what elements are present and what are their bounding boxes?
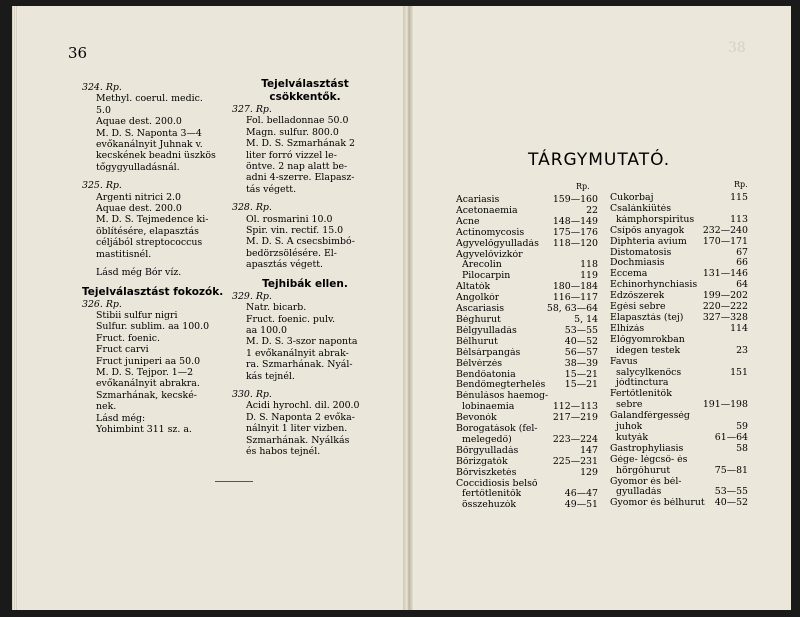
index-entry bbox=[610, 357, 748, 368]
page-number-left: 36 bbox=[68, 44, 88, 62]
recipe-line: aa 100.0 bbox=[246, 324, 287, 336]
spacer bbox=[232, 195, 378, 202]
index-recipe-numbers: 116—117 bbox=[552, 292, 598, 304]
index-entry bbox=[456, 380, 598, 391]
index-entry bbox=[456, 413, 598, 424]
index-recipe-numbers: 75—81 bbox=[714, 464, 748, 476]
index-recipe-numbers: 49—51 bbox=[564, 499, 598, 511]
recipe-line: Argenti nitrici 2.0 bbox=[96, 191, 182, 203]
index-term: Acariasis bbox=[456, 195, 500, 205]
index-entry bbox=[610, 411, 748, 422]
index-recipe-numbers: 67 bbox=[736, 246, 748, 258]
index-entry bbox=[610, 444, 748, 455]
index-term: Fertőtlenitők bbox=[610, 389, 672, 400]
index-term: Galandférgesség bbox=[610, 411, 690, 422]
index-entry bbox=[610, 378, 748, 389]
recipe-line: Aquae dest. 200.0 bbox=[96, 203, 182, 215]
recipe-number: 324. Rp. bbox=[82, 82, 122, 93]
recipe-line: Lásd még: bbox=[96, 412, 146, 424]
index-term: Bőrizgatók bbox=[456, 456, 508, 467]
index-term: Cukorbaj bbox=[610, 193, 654, 203]
index-recipe-numbers: 40—52 bbox=[714, 497, 748, 509]
left-column-2 bbox=[232, 78, 378, 457]
index-entry bbox=[456, 195, 598, 206]
recipe-line: Szmarhának. Nyálkás bbox=[246, 434, 350, 446]
index-recipe-numbers: 118 bbox=[580, 259, 598, 271]
index-term: Ascariasis bbox=[456, 304, 505, 315]
recipe-line: Fruct. foenic. bbox=[96, 332, 160, 344]
spacer bbox=[82, 260, 232, 267]
recipe-line: Fol. belladonnae 50.0 bbox=[246, 115, 349, 127]
recipe-line: 1 evőkanálnyit abrak- bbox=[246, 347, 349, 359]
index-term: összehuzók bbox=[462, 500, 517, 511]
index-recipe-numbers: 22 bbox=[586, 204, 598, 216]
rp-label-col2: Rp. bbox=[734, 180, 748, 189]
index-term: Égési sebre bbox=[610, 302, 666, 313]
index-recipe-numbers: 38—39 bbox=[564, 357, 598, 369]
index-recipe-numbers: 115 bbox=[730, 192, 748, 203]
index-recipe-numbers: 113 bbox=[730, 213, 748, 225]
recipe-line: M. D. S. Tejpor. 1—2 bbox=[96, 366, 194, 378]
index-entry bbox=[456, 435, 598, 446]
spacer bbox=[232, 271, 378, 278]
index-entry bbox=[456, 239, 598, 250]
index-entry bbox=[610, 193, 748, 204]
index-entry bbox=[610, 204, 748, 215]
index-recipe-numbers bbox=[744, 378, 748, 389]
index-term: Csípős anyagok bbox=[610, 225, 685, 236]
index-term: lobinaemia bbox=[462, 402, 515, 413]
index-term: Bélhurut bbox=[456, 336, 498, 347]
recipe-line: céljából streptococcus bbox=[96, 237, 203, 249]
index-recipe-numbers: 23 bbox=[736, 344, 748, 356]
index-term: Elhízás bbox=[610, 323, 645, 334]
left-column-1 bbox=[82, 82, 232, 435]
index-recipe-numbers: 114 bbox=[730, 322, 748, 334]
index-term: Elapasztás (tej) bbox=[610, 312, 684, 323]
index-term: Borogatások (fel- bbox=[456, 424, 538, 435]
index-recipe-numbers: 66 bbox=[736, 257, 748, 269]
recipe-number: 327. Rp. bbox=[232, 104, 272, 115]
index-title: TÁRGYMUTATÓ. bbox=[528, 150, 671, 170]
spacer bbox=[232, 382, 378, 389]
index-term: Bendőatonia bbox=[456, 369, 516, 380]
index-term: hörgőhurut bbox=[616, 465, 671, 476]
index-recipe-numbers: 151 bbox=[730, 366, 748, 378]
index-recipe-numbers: 217—219 bbox=[552, 412, 598, 424]
index-recipe-numbers: 223—224 bbox=[552, 433, 598, 445]
recipe-line: és habos tejnél. bbox=[246, 445, 321, 457]
index-entry bbox=[610, 498, 748, 509]
index-term: Coccidiosis belső bbox=[456, 478, 538, 489]
index-term: kámphorspiritus bbox=[616, 214, 695, 225]
recipe-line: ra. Szmarhának. Nyál- bbox=[246, 359, 353, 371]
index-term: Csalánkiütés bbox=[610, 203, 672, 214]
index-recipe-numbers: 15—21 bbox=[564, 379, 598, 391]
recipe-line: D. S. Naponta 2 evőka- bbox=[246, 411, 355, 423]
index-entry bbox=[610, 324, 748, 335]
index-term: jódtinctura bbox=[616, 378, 669, 389]
spacer bbox=[82, 173, 232, 180]
index-column-2 bbox=[610, 193, 748, 509]
index-term: kutyák bbox=[616, 432, 649, 443]
index-recipe-numbers: 225—231 bbox=[552, 455, 598, 467]
index-recipe-numbers: 58, 63—64 bbox=[546, 303, 598, 315]
page-edges bbox=[12, 6, 18, 610]
recipe-line: Stibii sulfur nigri bbox=[96, 309, 178, 321]
page-number-right: 38 bbox=[728, 40, 746, 56]
index-entry bbox=[610, 368, 748, 379]
index-term: Agyvelővizkór bbox=[456, 249, 523, 260]
index-recipe-numbers: 40—52 bbox=[564, 335, 598, 347]
index-recipe-numbers: 15—21 bbox=[564, 368, 598, 380]
index-term: Bendőmegterhelés bbox=[456, 380, 546, 391]
index-term: Agyvelőgyulladás bbox=[456, 238, 539, 249]
index-entry bbox=[456, 348, 598, 359]
index-term: salycylkenőcs bbox=[616, 367, 682, 378]
index-term: Béghurut bbox=[456, 314, 501, 325]
index-recipe-numbers: 118—120 bbox=[552, 237, 598, 249]
recipe-line: kecskének beadni üszkös bbox=[96, 150, 216, 162]
index-term: Pilocarpin bbox=[462, 271, 511, 282]
index-term: Acetonaemia bbox=[456, 205, 518, 216]
recipe-line: 5.0 bbox=[96, 104, 111, 116]
recipe-line: M. D. S. Szmarhának 2 bbox=[246, 138, 355, 150]
rp-label-col1: Rp. bbox=[576, 182, 590, 191]
index-term: Angolkór bbox=[456, 293, 500, 304]
index-term: Distomatosis bbox=[610, 247, 672, 258]
recipe-line: nek. bbox=[96, 401, 117, 413]
recipe-line: liter forró vizzel le- bbox=[246, 149, 337, 161]
recipe-line: öblítésére, elapasztás bbox=[96, 225, 199, 237]
index-term: Eccema bbox=[610, 269, 648, 280]
recipe-line: Acidi hyrochl. dil. 200.0 bbox=[246, 400, 360, 412]
index-recipe-numbers: 112—113 bbox=[552, 401, 598, 413]
index-entry bbox=[456, 468, 598, 479]
recipe-line: Aquae dest. 200.0 bbox=[96, 116, 182, 128]
index-recipe-numbers: 53—55 bbox=[564, 324, 598, 336]
recipe-number: 330. Rp. bbox=[232, 388, 272, 400]
index-term: Bőrviszketés bbox=[456, 467, 517, 478]
recipe-line: Sulfur. sublim. aa 100.0 bbox=[96, 321, 210, 333]
spacer bbox=[82, 279, 232, 286]
index-recipe-numbers: 191—198 bbox=[702, 399, 748, 411]
recipe-line: nálnyit 1 liter vizben. bbox=[246, 423, 348, 435]
index-recipe-numbers: 180—184 bbox=[552, 281, 598, 293]
index-term: Bélsárpangás bbox=[456, 347, 521, 358]
index-term: Bélvérzés bbox=[456, 358, 503, 369]
index-entry bbox=[456, 500, 598, 511]
recipe-line: Spir. vin. rectif. 15.0 bbox=[246, 225, 344, 237]
index-recipe-numbers: 220—222 bbox=[702, 301, 748, 313]
index-term: Edzőszerek bbox=[610, 291, 665, 302]
index-recipe-numbers: 58 bbox=[736, 442, 748, 454]
section-heading: csökkentők. bbox=[269, 91, 341, 103]
index-column-1 bbox=[456, 195, 598, 511]
recipe-line: Fruct juniperi aa 50.0 bbox=[96, 355, 201, 367]
index-recipe-numbers: 232—240 bbox=[702, 224, 748, 236]
index-term: Bőrgyulladás bbox=[456, 445, 519, 456]
index-entry bbox=[456, 228, 598, 239]
recipe-line: Ol. rosmarini 10.0 bbox=[246, 213, 333, 225]
index-recipe-numbers: 119 bbox=[580, 270, 598, 282]
index-entry bbox=[456, 260, 598, 271]
index-term: Acne bbox=[456, 216, 480, 227]
index-entry bbox=[610, 248, 748, 259]
recipe-number: 329. Rp. bbox=[232, 290, 272, 302]
recipe-line: M. D. S. 3-szor naponta bbox=[246, 336, 358, 348]
index-recipe-numbers: 64 bbox=[736, 279, 748, 291]
recipe-number: 326. Rp. bbox=[82, 298, 122, 310]
index-entry bbox=[456, 250, 598, 261]
recipe-line: Lásd még Bór víz. bbox=[96, 267, 182, 279]
recipe-line: Natr. bicarb. bbox=[246, 302, 307, 314]
index-term: gyulladás bbox=[616, 487, 662, 498]
index-term: Actinomycosis bbox=[456, 227, 525, 238]
recipe-number: 325. Rp. bbox=[82, 180, 122, 192]
index-recipe-numbers: 46—47 bbox=[564, 488, 598, 500]
index-entry bbox=[610, 226, 748, 237]
recipe-line: evőkanálnyit Juhnak v. bbox=[96, 139, 203, 151]
section-heading: Tejelválasztást bbox=[261, 78, 349, 90]
recipe-line: M. D. S. Tejmedence ki- bbox=[96, 214, 209, 226]
index-entry bbox=[456, 457, 598, 468]
index-term: Bevonók bbox=[456, 413, 497, 424]
index-recipe-numbers: 327—328 bbox=[702, 311, 748, 323]
recipe-line: bedörzsölésére. El- bbox=[246, 247, 337, 259]
index-entry bbox=[610, 400, 748, 411]
index-entry bbox=[610, 313, 748, 324]
recipe-line: tás végett. bbox=[246, 183, 297, 195]
recipe-line: Yohimbint 311 sz. a. bbox=[96, 423, 192, 435]
index-term: Előgyomrokban bbox=[610, 334, 685, 345]
index-recipe-numbers: 131—146 bbox=[702, 268, 748, 280]
recipe-line: tőgygyulladásnál. bbox=[96, 161, 180, 173]
index-term: Gége- légcső- és bbox=[610, 454, 688, 465]
index-term: Favus bbox=[610, 356, 638, 367]
recipe-line: kás tejnél. bbox=[246, 370, 295, 382]
recipe-line: M. D. S. Naponta 3—4 bbox=[96, 127, 202, 139]
index-term: idegen testek bbox=[616, 345, 681, 356]
index-recipe-numbers: 61—64 bbox=[714, 431, 748, 443]
recipe-line: Magn. sulfur. 800.0 bbox=[246, 126, 339, 138]
index-entry bbox=[610, 346, 748, 357]
recipe-line: Fruct. foenic. pulv. bbox=[246, 313, 336, 325]
index-entry bbox=[610, 269, 748, 280]
index-term: juhok bbox=[616, 422, 643, 433]
recipe-line: mastitisnél. bbox=[96, 248, 152, 260]
index-term: melegedő) bbox=[462, 434, 512, 445]
divider-line bbox=[215, 481, 253, 482]
recipe-line: evőkanálnyit abrakra. bbox=[96, 378, 200, 390]
index-term: sebre bbox=[616, 400, 643, 411]
index-term: Bénulásos haemog- bbox=[456, 391, 549, 402]
index-entry bbox=[610, 237, 748, 248]
index-recipe-numbers: 148—149 bbox=[552, 215, 598, 227]
index-recipe-numbers: 175—176 bbox=[552, 226, 598, 238]
index-recipe-numbers: 59 bbox=[736, 421, 748, 433]
book-gutter bbox=[403, 6, 413, 610]
recipe-number: 328. Rp. bbox=[232, 202, 272, 214]
index-term: Gastrophyliasis bbox=[610, 443, 684, 454]
index-term: Gyomor és bél- bbox=[610, 476, 682, 487]
index-term: Gyomor és bélhurut bbox=[610, 498, 705, 509]
index-term: Diphteria avium bbox=[610, 236, 687, 247]
recipe-line: Methyl. coerul. medic. bbox=[96, 93, 203, 105]
index-term: Altatók bbox=[456, 282, 491, 293]
index-recipe-numbers: 56—57 bbox=[564, 346, 598, 358]
index-entry bbox=[610, 466, 748, 477]
index-entry bbox=[610, 433, 748, 444]
recipe-line: Szmarhának, kecské- bbox=[96, 389, 197, 401]
index-term: Bélgyulladás bbox=[456, 325, 517, 336]
recipe-line: öntve. 2 nap alatt be- bbox=[246, 161, 348, 173]
recipe-line: adni 4-szerre. Elapasz- bbox=[246, 172, 355, 184]
index-entry bbox=[610, 335, 748, 346]
index-recipe-numbers: 129 bbox=[580, 466, 598, 478]
index-recipe-numbers: 53—55 bbox=[714, 486, 748, 498]
index-recipe-numbers: 170—171 bbox=[702, 235, 748, 247]
index-entry bbox=[456, 359, 598, 370]
index-recipe-numbers: 147 bbox=[580, 444, 598, 456]
recipe-line: Fruct carvi bbox=[96, 344, 149, 356]
index-term: Arecolin bbox=[462, 260, 502, 271]
index-term: Echinorhynchiasis bbox=[610, 280, 698, 291]
index-recipe-numbers: 199—202 bbox=[702, 290, 748, 302]
index-term: fertőtlenitők bbox=[462, 489, 522, 500]
index-recipe-numbers: 5, 14 bbox=[574, 313, 598, 325]
index-recipe-numbers bbox=[744, 357, 748, 368]
section-heading: Tejelválasztást fokozók. bbox=[82, 285, 224, 298]
recipe-line: apasztás végett. bbox=[246, 259, 323, 271]
recipe-line: M. D. S. A csecsbimbó- bbox=[246, 236, 355, 248]
index-term: Dochmiasis bbox=[610, 258, 665, 269]
index-recipe-numbers: 159—160 bbox=[552, 194, 598, 205]
section-heading: Tejhibák ellen. bbox=[262, 277, 348, 290]
